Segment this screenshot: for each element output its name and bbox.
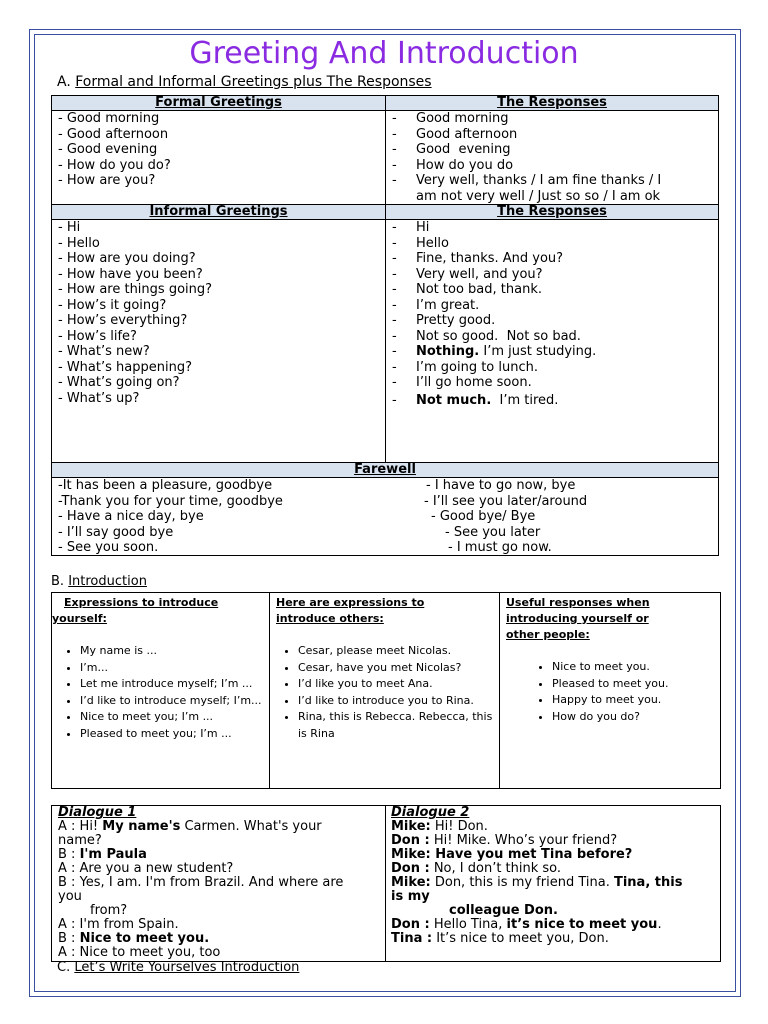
dialogue-line: colleague Don. — [449, 903, 558, 918]
dialogue-line: name? — [58, 833, 102, 848]
list-item: - How are things going? — [58, 282, 213, 297]
informal-greetings-cell — [52, 220, 386, 463]
list-item: - Good morning — [58, 111, 160, 126]
list-item: • Nice to meet you. — [552, 659, 719, 676]
dialogue-line: A : Are you a new student? — [58, 861, 234, 876]
formal-responses-header: The Responses — [386, 96, 719, 111]
list-item: - Fine, thanks. And you? — [392, 251, 564, 266]
list-item: - See you later — [445, 524, 541, 540]
dialogue-line: is my — [391, 889, 430, 904]
list-item: -It has been a pleasure, goodbye — [58, 478, 273, 493]
list-item: - What’s new? — [58, 344, 150, 359]
list-item: - I’ll see you later/around — [424, 493, 588, 509]
column-heading: Useful responses when — [506, 596, 650, 609]
list-item: - Good bye/ Bye — [431, 509, 536, 524]
informal-greetings-header: Informal Greetings — [52, 205, 386, 220]
dialogues-box — [51, 805, 721, 962]
dialogue-line: B : Yes, I am. I'm from Brazil. And where are — [58, 875, 344, 890]
column-heading: Expressions to introduce — [64, 596, 219, 609]
list-item: - Nothing. I’m just studying. — [392, 344, 597, 359]
list-item: - Not so good. Not so bad. — [392, 328, 581, 344]
list-item: - What’s happening? — [58, 359, 192, 375]
dialogue-line: A : Hi! My name's Carmen. What's your — [58, 819, 322, 834]
list-item: - How’s everything? — [58, 313, 188, 328]
list-item: - I’ll go home soon. — [392, 375, 532, 390]
list-item: - What’s going on? — [58, 375, 180, 390]
list-item: • Pleased to meet you; I’m ... — [80, 726, 268, 743]
list-item: - Very well, and you? — [392, 266, 543, 282]
list-item: - I’m great. — [392, 297, 480, 313]
column-heading: Here are expressions to — [276, 596, 425, 609]
list-item: - Have a nice day, bye — [58, 509, 204, 524]
list-item: - Hi — [392, 220, 430, 235]
list-item: - Good morning — [392, 111, 509, 126]
dialogue-line: Don : Hi! Mike. Who’s your friend? — [391, 833, 618, 848]
list-item: • I’d like to introduce myself; I’m... — [80, 693, 268, 710]
intro-others-column — [270, 593, 498, 788]
dialogue-title: Dialogue 2 — [391, 805, 470, 820]
dialogue-title: Dialogue 1 — [58, 805, 137, 820]
list-item: - I have to go now, bye — [426, 478, 576, 493]
list-item: • Happy to meet you. — [552, 692, 719, 709]
introduction-box — [51, 592, 721, 789]
list-item: - How do you do — [392, 157, 514, 173]
intro-responses-column — [500, 593, 719, 788]
dialogue-line: Mike: Don, this is my friend Tina. Tina, this — [391, 875, 683, 890]
column-heading: yourself: — [52, 612, 107, 625]
dialogue-line: from? — [90, 903, 128, 918]
list-item: - Good afternoon — [58, 126, 169, 142]
list-item: - How are you doing? — [58, 251, 196, 266]
list-item: - See you soon. — [58, 540, 159, 555]
farewell-cell — [52, 478, 719, 556]
list-item: - How’s life? — [58, 328, 137, 344]
column-heading: introduce others: — [276, 612, 384, 625]
dialogue-line: you — [58, 889, 82, 904]
section-c-heading: C. Let’s Write Yourselves Introduction — [57, 960, 300, 975]
dialogue-line: B : Nice to meet you. — [58, 931, 210, 946]
informal-responses-header: The Responses — [386, 205, 719, 220]
list-item: - How are you? — [58, 173, 156, 188]
informal-responses-cell — [386, 220, 719, 463]
dialogue-line: Tina : It’s nice to meet you, Don. — [391, 931, 609, 946]
list-item: - Not too bad, thank. — [392, 282, 542, 297]
list-item: • Nice to meet you; I’m ... — [80, 709, 268, 726]
farewell-header: Farewell — [52, 463, 719, 478]
dialogue-line: Don : Hello Tina, it’s nice to meet you. — [391, 917, 662, 932]
list-item: - Good afternoon — [392, 126, 518, 142]
dialogue-2 — [391, 806, 717, 946]
list-item: - Hello — [392, 235, 449, 251]
column-heading: introducing yourself or — [506, 612, 649, 625]
formal-greetings-cell — [52, 111, 386, 205]
list-item: • I’d like to introduce you to Rina. — [298, 693, 498, 710]
list-item: • Cesar, please meet Nicolas. — [298, 643, 498, 660]
list-item: • My name is ... — [80, 643, 268, 660]
list-item: - How’s it going? — [58, 297, 167, 313]
list-item: - Good evening — [392, 142, 511, 157]
list-item: -Thank you for your time, goodbye — [58, 493, 283, 509]
list-item: • Cesar, have you met Nicolas? — [298, 660, 498, 677]
list-item: - How have you been? — [58, 266, 203, 282]
list-item: - Not much. I’m tired. — [392, 392, 559, 408]
formal-responses-cell — [386, 111, 719, 205]
list-item: am not very well / Just so so / I am ok — [416, 188, 661, 204]
list-item: - Hello — [58, 235, 100, 251]
list-item: - How do you do? — [58, 157, 171, 173]
dialogue-line: Don : No, I don’t think so. — [391, 861, 562, 876]
dialogue-line: Mike: Hi! Don. — [391, 819, 488, 834]
dialogue-line: B : I'm Paula — [58, 847, 147, 862]
list-item: • I’m... — [80, 660, 268, 677]
dialogue-line: Mike: Have you met Tina before? — [391, 847, 633, 862]
list-item: - Very well, thanks / I am fine thanks / I — [392, 173, 662, 188]
intro-yourself-column — [52, 593, 268, 788]
section-a-heading: A. Formal and Informal Greetings plus The Responses — [57, 74, 432, 90]
dialogue-line: A : I'm from Spain. — [58, 917, 179, 932]
list-item: - What’s up? — [58, 390, 140, 406]
list-item: - I’ll say good bye — [58, 524, 174, 540]
list-item: • Pleased to meet you. — [552, 676, 719, 693]
dialogue-line: A : Nice to meet you, too — [58, 945, 221, 960]
list-item: • How do you do? — [552, 709, 719, 726]
dialogue-1 — [58, 806, 382, 960]
list-item: - I’m going to lunch. — [392, 359, 538, 375]
list-item: - Hi — [58, 220, 81, 235]
list-item: • I’d like you to meet Ana. — [298, 676, 498, 693]
page-title: Greeting And Introduction — [189, 36, 579, 71]
list-item: - I must go now. — [448, 540, 552, 555]
list-item: • Rina, this is Rebecca. Rebecca, this is Rina — [298, 709, 498, 742]
list-item: - Good evening — [58, 142, 158, 157]
list-item: - Pretty good. — [392, 313, 496, 328]
column-divider — [385, 806, 386, 961]
column-heading: other people: — [506, 628, 590, 641]
section-b-heading: B. Introduction — [51, 574, 147, 589]
greetings-table — [51, 95, 719, 556]
list-item: • Let me introduce myself; I’m ... — [80, 676, 268, 693]
formal-greetings-header: Formal Greetings — [52, 96, 386, 111]
